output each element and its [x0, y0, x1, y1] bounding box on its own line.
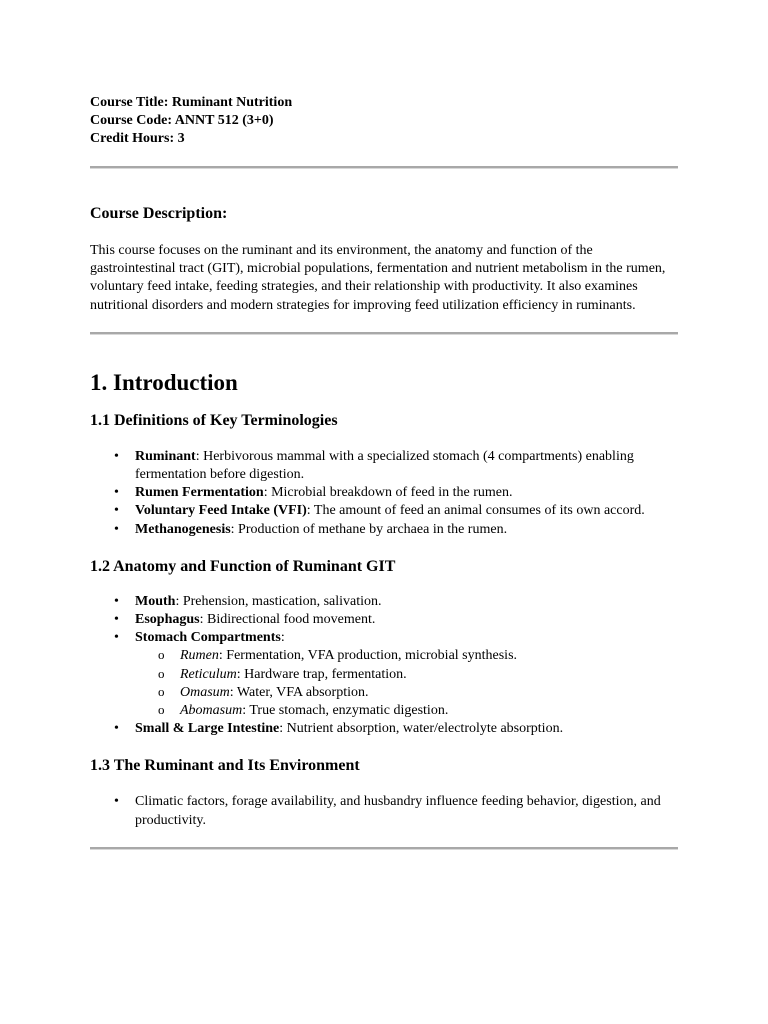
course-title: Course Title: Ruminant Nutrition — [90, 95, 293, 110]
list-item — [135, 448, 678, 484]
definition: : Herbivorous mammal with a specialized stomach (4 compartments) enabling fermentation before digestion. — [135, 448, 634, 483]
environment-heading: 1.3 The Ruminant and Its Environment — [90, 757, 360, 775]
anatomy-list — [90, 593, 678, 739]
term: Mouth — [135, 593, 176, 609]
description-text: This course focuses on the ruminant and its environment, the anatomy and function of the gastrointestinal tract (GIT), microbial populations, fermentation and nutrient metabolism in the rumen, voluntary feed intake, feeding strategies, and their relationship with productivity. It also examines nutritional disorders and modern strategies for improving feed utilization efficiency in ruminants. — [90, 243, 666, 313]
term: Small & Large Intestine — [135, 721, 280, 737]
sub-list-item — [180, 647, 678, 665]
definition: : Prehension, mastication, salivation. — [175, 593, 382, 609]
term: Abomasum — [180, 703, 243, 719]
definition: : The amount of feed an animal consumes of its own accord. — [306, 503, 645, 519]
term: Rumen Fermentation — [135, 485, 264, 501]
term: Reticulum — [180, 666, 237, 682]
compartment-list — [135, 647, 678, 720]
list-item — [135, 629, 678, 720]
term: Esophagus — [135, 612, 200, 628]
sub-list-item — [180, 684, 678, 702]
credit-hours: Credit Hours: 3 — [90, 131, 185, 146]
anatomy-heading: 1.2 Anatomy and Function of Ruminant GIT — [90, 557, 396, 575]
definition: : Production of methane by archaea in the rumen. — [230, 521, 508, 537]
definitions-heading: 1.1 Definitions of Key Terminologies — [90, 411, 338, 429]
item-text: Climatic factors, forage availability, and husbandry influence feeding behavior, digestion, and productivity. — [135, 794, 661, 828]
term: Methanogenesis — [135, 521, 231, 537]
divider-1 — [90, 166, 678, 169]
definition: : — [280, 630, 285, 646]
list-item — [135, 521, 678, 539]
list-item — [135, 793, 678, 829]
definition: : Water, VFA absorption. — [229, 684, 369, 700]
list-item — [135, 611, 678, 629]
definition: : Fermentation, VFA production, microbial synthesis. — [218, 648, 518, 664]
definition: : Bidirectional food movement. — [199, 612, 376, 628]
list-item — [135, 720, 678, 738]
term: Rumen — [180, 648, 219, 664]
list-item — [135, 593, 678, 611]
term: Omasum — [180, 684, 230, 700]
introduction-heading: 1. Introduction — [90, 369, 238, 395]
definitions-list — [90, 448, 678, 539]
divider-2 — [90, 332, 678, 335]
definition: : Hardware trap, fermentation. — [236, 666, 407, 682]
sub-list-item — [180, 666, 678, 684]
list-item — [135, 484, 678, 502]
term: Stomach Compartments — [135, 630, 281, 646]
term: Ruminant — [135, 448, 196, 464]
course-info — [90, 94, 678, 148]
divider-3 — [90, 847, 678, 850]
document-page — [90, 94, 678, 850]
definition: : Microbial breakdown of feed in the rumen. — [263, 485, 513, 501]
definition: : Nutrient absorption, water/electrolyte absorption. — [279, 721, 564, 737]
definition: : True stomach, enzymatic digestion. — [242, 703, 449, 719]
description-heading: Course Description: — [90, 205, 228, 222]
term: Voluntary Feed Intake (VFI) — [135, 503, 307, 519]
sub-list-item — [180, 702, 678, 720]
environment-list — [90, 793, 678, 829]
course-code: Course Code: ANNT 512 (3+0) — [90, 113, 274, 128]
list-item — [135, 502, 678, 520]
